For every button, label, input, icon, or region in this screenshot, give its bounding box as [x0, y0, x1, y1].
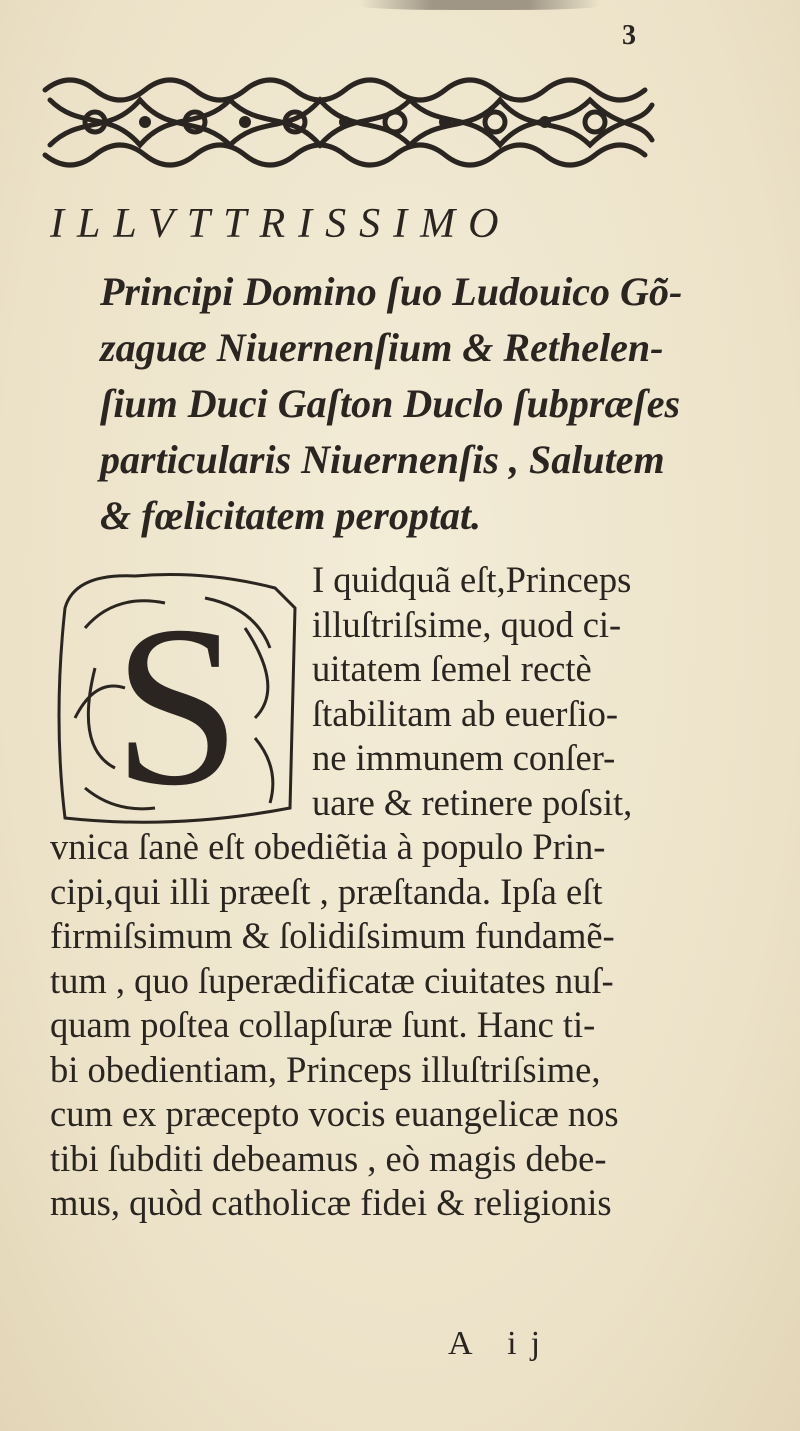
page-edge-smudge	[360, 0, 600, 10]
body-line: uitatem ſemel rectè	[312, 648, 592, 689]
body-line: tibi ſubditi debeamus , eò magis debe-	[50, 1137, 607, 1179]
signature-mark: A ij	[448, 1325, 555, 1362]
body-line: quam poſtea collapſuræ ſunt. Hanc ti-	[50, 1004, 596, 1045]
fleuron-ornament-band	[40, 70, 660, 175]
dedication-line: zaguæ Niuernenſium & Rethelen-	[100, 325, 664, 370]
body-line: I quidquã eſt,Princeps	[312, 559, 632, 600]
body-line: ne immunem conſer-	[312, 737, 616, 778]
dedication-line: Principi Domino ſuo Ludouico Gõ-	[100, 269, 683, 314]
body-line: bi obedientiam, Princeps illuſtriſsime,	[50, 1048, 601, 1090]
svg-text:S: S	[113, 578, 241, 828]
body-line: mus, quòd catholicæ fidei & religionis	[50, 1182, 612, 1223]
body-line: cum ex præcepto vocis euangelicæ nos	[50, 1093, 619, 1134]
dedication-block	[100, 264, 700, 544]
dedication-headline: ILLVTTRISSIMO	[50, 201, 512, 247]
page-number: 3	[622, 20, 636, 51]
body-line: cipi,qui illi præeſt , præſtanda. Ipſa eſt	[50, 870, 603, 912]
body-line: vnica ſanè eſt obediẽtia à populo Prin-	[50, 826, 606, 867]
body-text	[50, 558, 670, 1226]
body-line: uare & retinere poſsit,	[312, 781, 633, 823]
body-line: tum , quo ſuperædificatæ ciuitates nuſ-	[50, 959, 614, 1001]
dedication-line: ſium Duci Gaſton Duclo ſubpræſes	[100, 381, 681, 426]
body-line: firmiſsimum & ſolidiſsimum fundamẽ-	[50, 915, 615, 956]
dedication-line: & fœlicitatem peroptat.	[100, 493, 482, 538]
dedication-line: particularis Niuernenſis , Salutem	[100, 437, 665, 482]
body-line: illuſtriſsime, quod ci-	[312, 603, 622, 645]
body-line: ſtabilitam ab euerſio-	[312, 692, 619, 734]
